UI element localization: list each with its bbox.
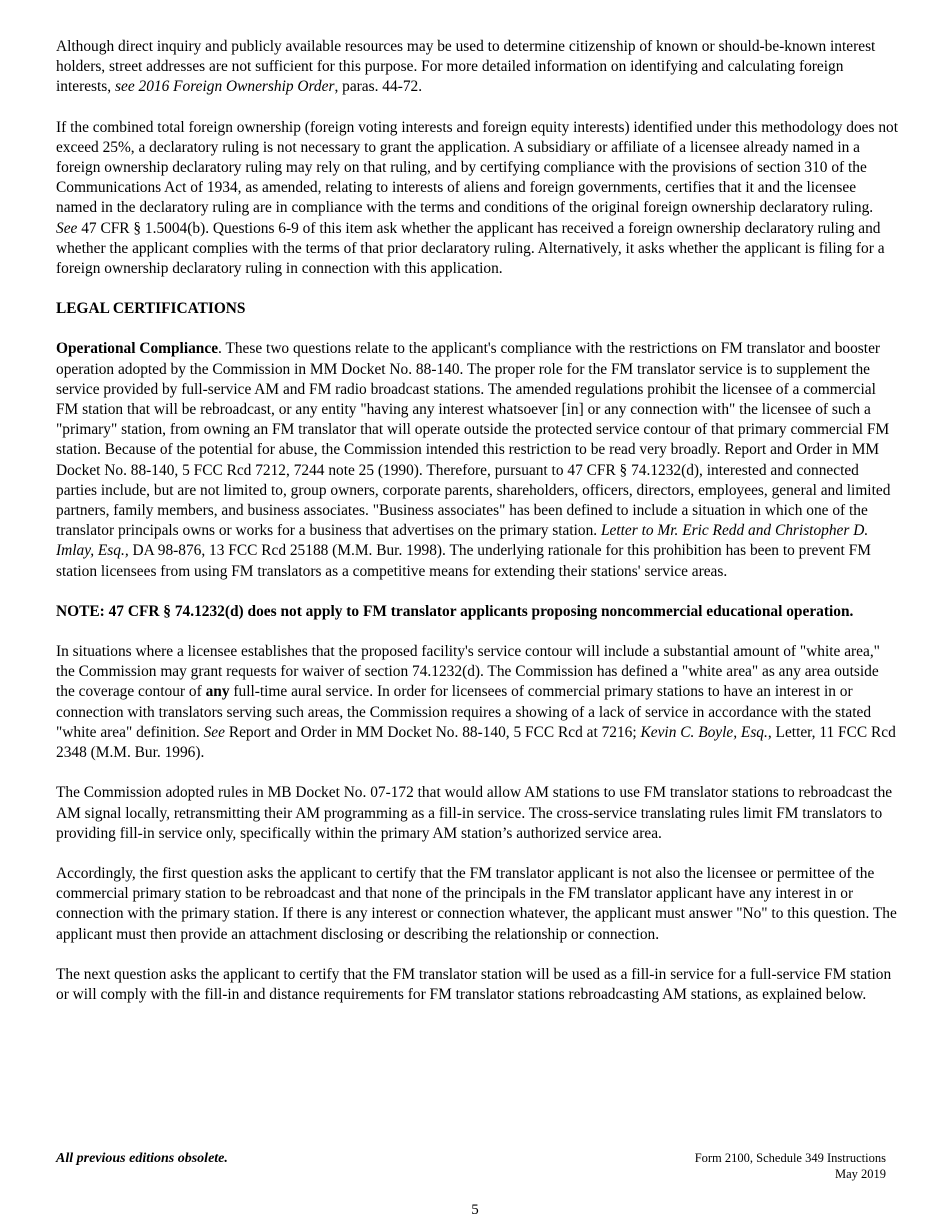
citation-italic: See [203, 723, 225, 741]
page-number: 5 [471, 1202, 479, 1218]
citation-italic: see 2016 Foreign Ownership Order [115, 78, 335, 96]
section-heading-legal-certifications: LEGAL CERTIFICATIONS [56, 300, 246, 318]
footer-form-title: Form 2100, Schedule 349 Instructions [694, 1151, 886, 1165]
paragraph-first-question: Accordingly, the first question asks the applicant to certify that the FM translator applicant is not also the licensee or permittee of the commercial primary station to be rebroadcast and that none of the principals in the FM translator applicant have any interest in or connection with the primary station. If there is any interest or connection whatever, the applicant must answer "No" to this question. The applicant must then provide an attachment disclosing or describing the relationship or connection. [56, 864, 897, 943]
footer-form-date: May 2019 [834, 1167, 886, 1181]
term-bold: Operational Compliance [56, 340, 219, 358]
text-run: 47 CFR § 1.5004(b). Questions 6-9 of this item ask whether the applicant has received a foreign ownership declaratory ruling and whether the applicant complies with the terms of that prior declaratory ruling. Alternatively, it asks whether the applicant is filing for a foreign ownership declaratory ruling in connection with this application. [56, 219, 885, 278]
paragraph-foreign-interests [56, 37, 898, 98]
paragraph-am-fill-in: The Commission adopted rules in MB Docket No. 07-172 that would allow AM stations to use FM translator stations to rebroadcast the AM signal locally, retransmitting their AM programming as a fill-in service. The cross-service translating rules limit FM translators to providing fill-in service only, specifically within the primary AM station’s authorized service area. [56, 784, 893, 842]
footer-form-info [695, 1150, 886, 1182]
text-run: . These two questions relate to the applicant's compliance with the restrictions on FM translator and booster operation adopted by the Commission in MM Docket No. 88-140. The proper role for the FM translator service is to supplement the service provided by full-service AM and FM radio broadcast stations. The amended regulations prohibit the licensee of a commercial FM station that will be rebroadcast, or any entity "having any interest whatsoever [in] or any connection with" the licensee of such a "primary" station, from owning an FM translator that will operate outside the protected service contour of that primary commercial FM station. Because of the potential for abuse, the Commission intended this restriction to be read very broadly. Report and Order in MM Docket No. 88-140, 5 FCC Rcd 7212, 7244 note 25 (1990). Therefore, pursuant to 47 CFR § 74.1232(d), interested and connected parties include, but are not limited to, group owners, corporate parents, shareholders, officers, directors, employees, general and limited partners, family members, and business associates. "Business associates" has been defined to include a situation in which one of the translator principals owns or works for a business that advertises on the primary station. [56, 340, 891, 540]
citation-italic: See [56, 219, 78, 237]
text-run: DA 98-876, 13 FCC Rcd 25188 (M.M. Bur. 1998). The underlying rationale for this prohibition has been to prevent FM station licensees from using FM translators as a competitive means for extending their stations' service areas. [56, 542, 871, 580]
note-noncommercial: NOTE: 47 CFR § 74.1232(d) does not apply to FM translator applicants proposing noncommercial educational operation. [56, 602, 854, 620]
citation-italic: Kevin C. Boyle, Esq. [640, 723, 768, 741]
paragraph-white-area [56, 642, 898, 763]
text-run: If the combined total foreign ownership (foreign voting interests and foreign equity interests) identified under this methodology does not exceed 25%, a declaratory ruling is not necessary to grant the application. A subsidiary or affiliate of a licensee already named in a foreign ownership declaratory ruling may rely on that ruling, and by certifying compliance with the provisions of section 310 of the Communications Act of 1934, as amended, relating to interests of aliens and foreign governments, certifies that it and the licensee named in the declaratory ruling are in compliance with the terms and conditions of the original foreign ownership declaratory ruling. [56, 118, 899, 217]
text-run: Although direct inquiry and publicly available resources may be used to determine citizenship of known or should-be-known interest holders, street addresses are not sufficient for this purpose. For more detailed information on identifying and calculating foreign interests, [56, 38, 876, 96]
citation-italic: Letter to Mr. Eric Redd and Christopher D. Imlay, Esq., [56, 522, 869, 560]
paragraph-declaratory-ruling [56, 118, 898, 280]
paragraph-next-question: The next question asks the applicant to certify that the FM translator station will be used as a fill-in service for a full-service FM station or will comply with the fill-in and distance requirements for FM translator stations rebroadcasting AM stations, as explained below. [56, 965, 892, 1003]
text-run: In situations where a licensee establishes that the proposed facility's service contour will include a substantial amount of "white area," the Commission may grant requests for waiver of section 74.1232(d). The Commission has defined a "white area" as any area outside the coverage contour of [56, 643, 880, 701]
term-bold: any [205, 683, 230, 701]
footer-obsolete-notice: All previous editions obsolete. [56, 1151, 228, 1166]
text-run: full-time aural service. In order for licensees of commercial primary stations to have an interest in or connection with translators serving such areas, the Commission requires a showing of a lack of service in accordance with the stated "white area" definition. [56, 683, 872, 741]
text-run: , paras. 44-72. [334, 78, 423, 96]
document-body [56, 37, 898, 1025]
text-run: Report and Order in MM Docket No. 88-140, 5 FCC Rcd at 7216; [224, 723, 641, 741]
text-run: , Letter, 11 FCC Rcd 2348 (M.M. Bur. 1996). [56, 723, 896, 762]
paragraph-operational-compliance [56, 339, 898, 581]
